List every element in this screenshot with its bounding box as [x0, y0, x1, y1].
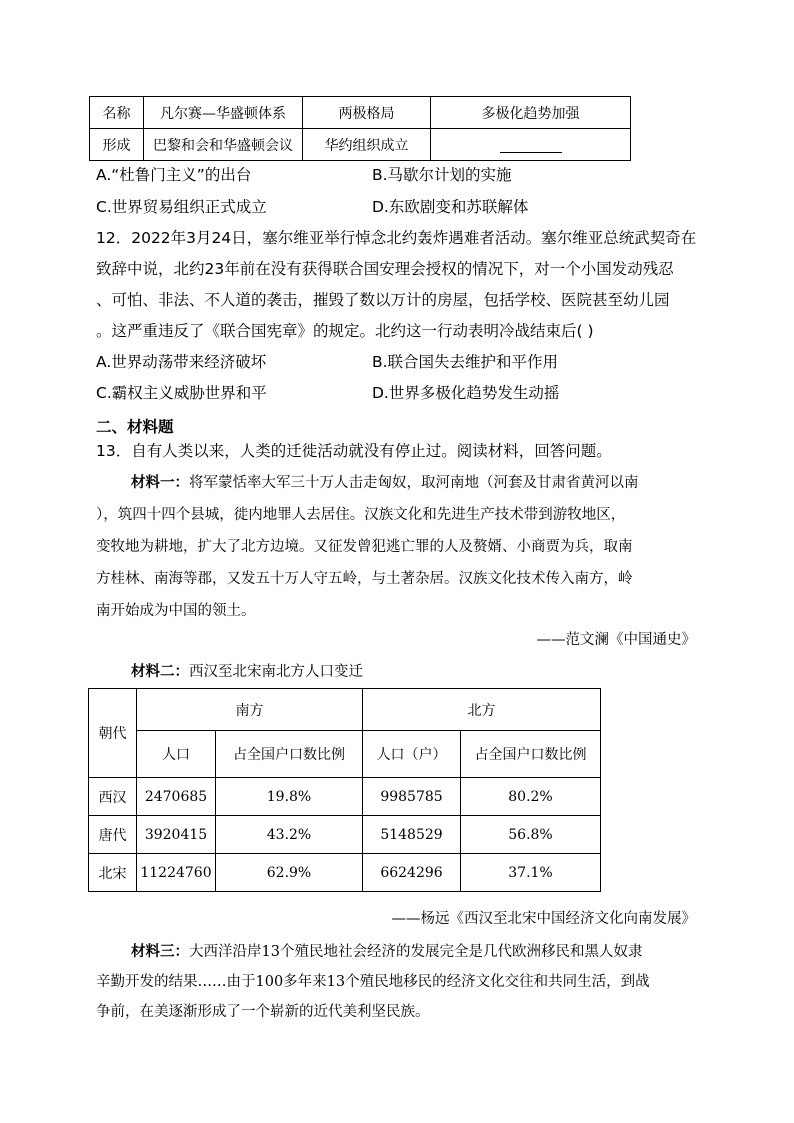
table-cell: 形成: [90, 129, 144, 161]
table-cell: 西汉: [89, 778, 137, 816]
q13-intro: 13．自有人类以来，人类的迁徙活动就没有停止过。阅读材料，回答问题。: [96, 442, 612, 460]
table-cell: 多极化趋势加强: [431, 97, 631, 129]
material1-first-line: [131, 471, 639, 492]
q12-option-a: A.世界动荡带来经济破坏: [96, 353, 267, 371]
table-row: [89, 731, 601, 778]
answer-blank-cell: [431, 129, 631, 161]
material1-text: 将军蒙恬率大军三十万人击走匈奴，取河南地（河套及甘肃省黄河以南: [189, 475, 639, 491]
table-header: 占全国户口数比例: [461, 731, 601, 778]
table-cell: 两极格局: [303, 97, 431, 129]
table-header: 占全国户口数比例: [216, 731, 363, 778]
q11-option-c: C.世界贸易组织正式成立: [96, 198, 267, 216]
material3-line: 争前，在美逐渐形成了一个崭新的近代美利坚民族。: [96, 1004, 430, 1020]
table-header: 朝代: [89, 689, 137, 778]
q12-line: 12．2022年3月24日，塞尔维亚举行悼念北约轰炸遇难者活动。塞尔维亚总统武契奇在: [96, 229, 697, 247]
q12-line: 。这严重违反了《联合国宪章》的规定。北约这一行动表明冷战结束后( ): [96, 322, 594, 340]
material1-line: ），筑四十四个县城，徙内地罪人去居住。汉族文化和先进生产技术带到游牧地区，: [96, 507, 626, 523]
material3-label: 材料三：: [131, 943, 189, 960]
table-cell: 名称: [90, 97, 144, 129]
material2-heading: [131, 660, 363, 681]
section-heading: 二、材料题: [96, 418, 174, 436]
table-cell: 2470685: [137, 778, 216, 816]
material2-label: 材料二：: [131, 663, 189, 680]
comparison-table: [89, 96, 631, 161]
table-cell: 华约组织成立: [303, 129, 431, 161]
table-cell: 37.1%: [461, 854, 601, 892]
table-cell: 3920415: [137, 816, 216, 854]
material1-line: 南开始成为中国的领土。: [96, 603, 256, 619]
material2-title: 西汉至北宋南北方人口变迁: [189, 664, 363, 680]
table-header: 人口: [137, 731, 216, 778]
material3-first-line: [131, 940, 642, 961]
material3-line: 辛勤开发的结果……由于100多年来13个殖民地移民的经济文化交往和共同生活，到战: [96, 974, 650, 990]
table-cell: 62.9%: [216, 854, 363, 892]
material1-line: 方桂林、南海等郡，又发五十万人守五岭，与土著杂居。汉族文化技术传入南方，岭: [96, 571, 633, 587]
table-cell: 巴黎和会和华盛顿会议: [144, 129, 303, 161]
table-cell: 凡尔赛—华盛顿体系: [144, 97, 303, 129]
table-cell: 80.2%: [461, 778, 601, 816]
q12-option-b: B.联合国失去维护和平作用: [372, 353, 559, 371]
q11-option-d: D.东欧剧变和苏联解体: [372, 198, 529, 216]
table-cell: 56.8%: [461, 816, 601, 854]
table-cell: 6624296: [363, 854, 461, 892]
table-cell: 唐代: [89, 816, 137, 854]
table-row: [90, 129, 631, 161]
table-row: [89, 854, 601, 892]
q12-option-c: C.霸权主义威胁世界和平: [96, 384, 267, 402]
table-header: 人口（户）: [363, 731, 461, 778]
table-cell: 19.8%: [216, 778, 363, 816]
table-cell: 9985785: [363, 778, 461, 816]
table-row: [90, 97, 631, 129]
table-row: [89, 689, 601, 731]
population-table: [88, 688, 601, 892]
q12-option-d: D.世界多极化趋势发生动摇: [372, 384, 560, 402]
q12-line: 致辞中说，北约23年前在没有获得联合国安理会授权的情况下，对一个小国发动残忍: [96, 260, 674, 278]
material3-text: 大西洋沿岸13个殖民地社会经济的发展完全是几代欧洲移民和黑人奴隶: [189, 944, 643, 960]
table-header: 南方: [137, 689, 363, 731]
material2-source: ——杨远《西汉至北宋中国经济文化向南发展》: [391, 911, 696, 927]
q12-line: 、可怕、非法、不人道的袭击，摧毁了数以万计的房屋，包括学校、医院甚至幼儿园: [96, 291, 670, 309]
table-header: 北方: [363, 689, 601, 731]
table-row: [89, 816, 601, 854]
material1-line: 变牧地为耕地，扩大了北方边境。又征发曾犯逃亡罪的人及赘婿、小商贾为兵，取南: [96, 539, 633, 555]
material1-label: 材料一：: [131, 474, 189, 491]
table-cell: 11224760: [137, 854, 216, 892]
answer-blank: [500, 136, 562, 153]
q11-option-a: A.“杜鲁门主义”的出台: [96, 166, 252, 184]
table-row: [89, 778, 601, 816]
material1-source: ——范文澜《中国通史》: [536, 632, 696, 648]
table-cell: 43.2%: [216, 816, 363, 854]
q11-option-b: B.马歇尔计划的实施: [372, 166, 512, 184]
table-cell: 5148529: [363, 816, 461, 854]
table-cell: 北宋: [89, 854, 137, 892]
